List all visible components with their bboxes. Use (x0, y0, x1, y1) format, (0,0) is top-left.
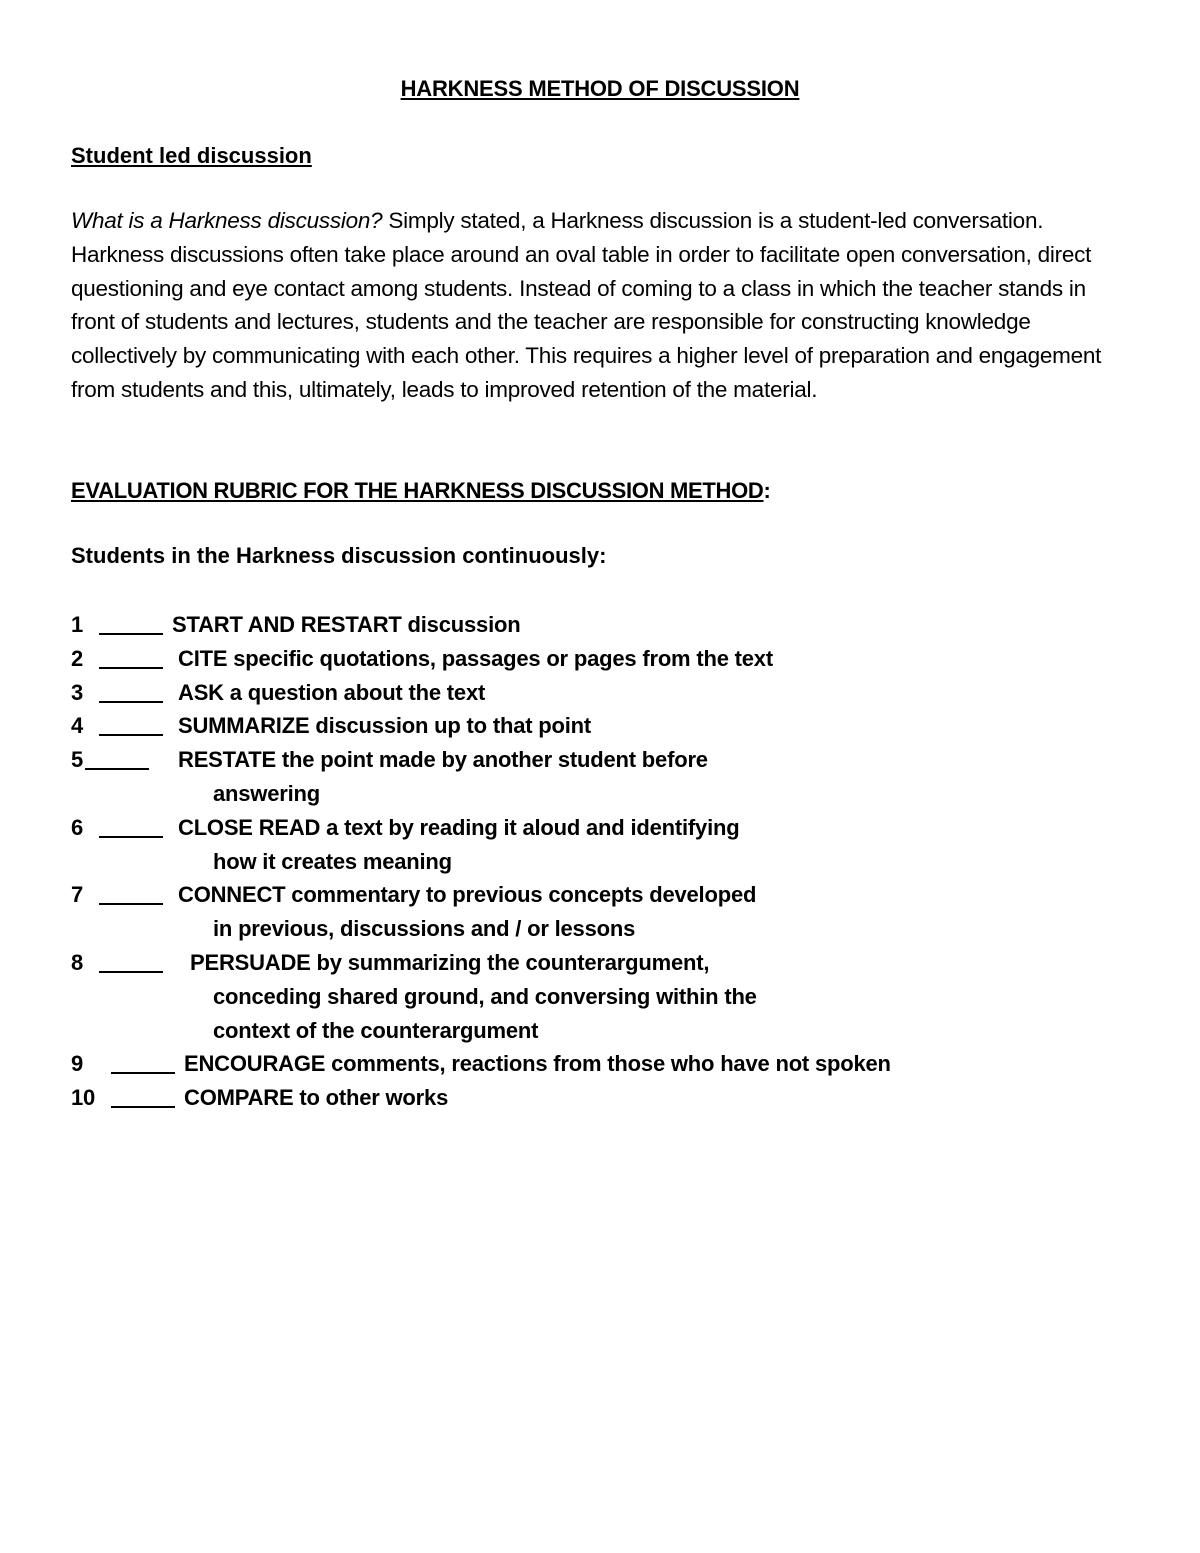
criterion-number: 3 (71, 679, 84, 705)
criterion-continuation (71, 980, 1131, 1014)
intro-question: What is a Harkness discussion? (71, 208, 383, 233)
criterion-item (71, 642, 1131, 676)
criterion-item (71, 676, 1131, 710)
intro-paragraph (71, 204, 1133, 407)
criterion-number: 4 (71, 713, 84, 739)
score-blank (99, 836, 163, 838)
criterion-item (71, 743, 1131, 777)
criterion-continuation (71, 912, 1131, 946)
criterion-number: 10 (71, 1085, 96, 1111)
criterion-text-continued: how it creates meaning (213, 848, 452, 874)
criterion-number: 5 (71, 747, 84, 773)
criterion-continuation (71, 1014, 1131, 1048)
section-subtitle: Student led discussion (71, 143, 312, 168)
criterion-text-continued: in previous, discussions and / or lessons (213, 916, 636, 942)
score-blank (99, 734, 163, 736)
rubric-heading (71, 478, 771, 504)
document-title: HARKNESS METHOD OF DISCUSSION (400, 76, 800, 101)
criterion-item (71, 709, 1131, 743)
rubric-heading-colon: : (763, 478, 771, 503)
criterion-number: 6 (71, 814, 84, 840)
score-blank (99, 667, 163, 669)
criterion-text: ENCOURAGE comments, reactions from those who have not spoken (184, 1051, 891, 1077)
criteria-list (71, 608, 1131, 1115)
criterion-text-continued: context of the counterargument (213, 1017, 539, 1043)
criterion-continuation (71, 845, 1131, 879)
criterion-item (71, 1047, 1131, 1081)
score-blank (85, 768, 149, 770)
rubric-heading-text: EVALUATION RUBRIC FOR THE HARKNESS DISCUSSION METHOD (71, 478, 764, 503)
criterion-text: COMPARE to other works (184, 1085, 449, 1111)
criterion-item (71, 811, 1131, 845)
criterion-text: CLOSE READ a text by reading it aloud and identifying (178, 814, 740, 840)
criterion-text: CONNECT commentary to previous concepts developed (178, 882, 757, 908)
score-blank (111, 1072, 175, 1074)
intro-body: Simply stated, a Harkness discussion is a student-led conversation. Harkness discussions often take place around an oval table in order to facilitate open conversation, direct questioning and eye contact among students. Instead of coming to a class in which the teacher stands in front of students and lectures, students and the teacher are responsible for constructing knowledge collectively by communicating with each other. This requires a higher level of preparation and engagement from students and this, ultimately, leads to improved retention of the material. (71, 208, 1102, 402)
criterion-text-continued: conceding shared ground, and conversing within the (213, 983, 757, 1009)
criterion-text: SUMMARIZE discussion up to that point (178, 713, 592, 739)
criterion-item (71, 1081, 1131, 1115)
score-blank (99, 701, 163, 703)
criterion-number: 9 (71, 1051, 84, 1077)
criterion-continuation (71, 777, 1131, 811)
criterion-number: 7 (71, 882, 84, 908)
criterion-text: CITE specific quotations, passages or pages from the text (178, 645, 773, 671)
criterion-text-continued: answering (213, 780, 321, 806)
score-blank (111, 1106, 175, 1108)
score-blank (99, 971, 163, 973)
score-blank (99, 903, 163, 905)
criterion-item (71, 878, 1131, 912)
criterion-text: ASK a question about the text (178, 679, 486, 705)
rubric-lead: Students in the Harkness discussion continuously: (71, 543, 607, 568)
criterion-text: RESTATE the point made by another student before (178, 747, 708, 773)
criterion-item (71, 946, 1131, 980)
criterion-item (71, 608, 1131, 642)
criterion-text: START AND RESTART discussion (172, 612, 521, 637)
criterion-number: 8 (71, 949, 84, 975)
score-blank (99, 633, 163, 635)
criterion-number: 1 (71, 612, 84, 637)
criterion-number: 2 (71, 645, 84, 671)
criterion-text: PERSUADE by summarizing the counterargument, (190, 949, 710, 975)
